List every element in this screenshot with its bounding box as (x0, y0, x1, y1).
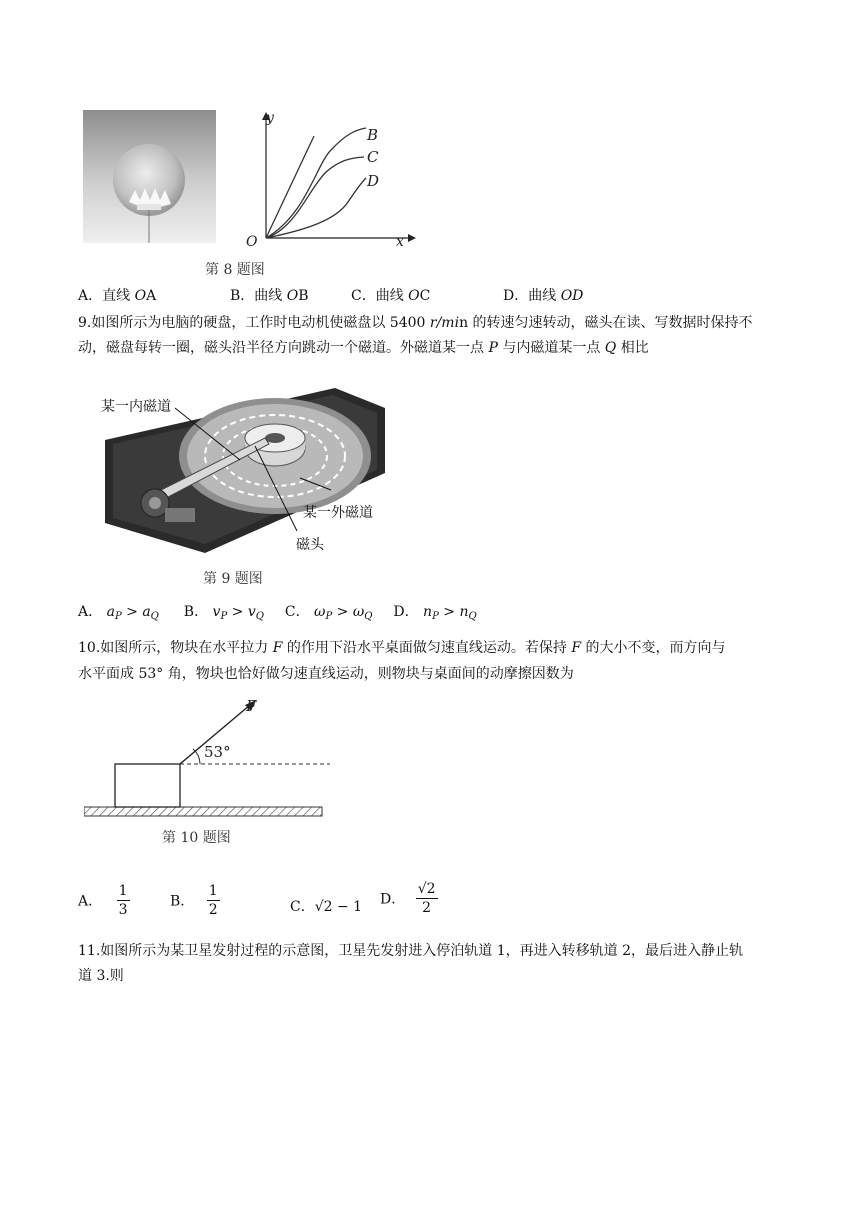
curve-oc (266, 157, 364, 238)
q9-stem-line2: 动，磁盘每转一圈，磁头沿半径方向跳动一个磁道。外磁道某一点 P 与内磁道某一点 Q 相比 (78, 340, 649, 356)
block (115, 764, 180, 807)
q9-option-c[interactable]: C． $\omega_P > \omega_Q$ (284, 604, 373, 622)
q8-option-b[interactable]: B．曲线 OB (230, 288, 309, 304)
q9-figure-caption: 第 9 题图 (203, 571, 263, 587)
q9-option-a[interactable]: A． $a_P > a_Q$ (78, 604, 159, 622)
q8-option-c[interactable]: C．曲线 OC (351, 288, 431, 304)
q9-option-d[interactable]: D． $n_P > n_Q$ (393, 604, 477, 622)
table-surface (84, 807, 322, 816)
origin-label: O (246, 234, 258, 250)
q11-stem-line2: 道 3.则 (78, 968, 124, 984)
curve-c-label: C (367, 148, 379, 166)
q10-block-figure (84, 695, 334, 825)
q9-label-head: 磁头 (296, 537, 324, 553)
x-axis-label: x (396, 234, 404, 250)
q9-label-outer-track: 某一外磁道 (303, 505, 373, 521)
force-label: F (246, 697, 257, 715)
q8-option-a[interactable]: A．直线 OA (78, 288, 157, 304)
q10-stem-line2: 水平面成 53° 角，物块也恰好做匀速直线运动，则物块与桌面间的动摩擦因数为 (78, 666, 574, 682)
q9-options (78, 602, 477, 627)
q10-option-d[interactable]: D． $\frac{√2}{2}$ (380, 881, 436, 916)
angle-label: 53° (204, 743, 231, 761)
q10-option-b[interactable]: B． $\frac{1}{2}$ (170, 883, 218, 918)
q10-figure-caption: 第 10 题图 (162, 830, 231, 846)
q10-option-a[interactable]: A． $\frac{1}{3}$ (78, 883, 128, 918)
q9-label-inner-track: 某一内磁道 (101, 399, 171, 415)
q10-option-c[interactable]: C．√2 − 1 (290, 899, 363, 915)
curve-d-label: D (367, 172, 380, 190)
curve-ob (266, 128, 366, 238)
q10-stem-line1: 10.如图所示，物块在水平拉力 F 的作用下沿水平桌面做匀速直线运动。若保持 F 的大小不变，而方向与 (78, 640, 726, 656)
q9-option-b[interactable]: B． $v_P > v_Q$ (183, 604, 264, 622)
y-axis-label: y (266, 110, 274, 126)
q8-xy-graph (236, 110, 416, 250)
q8-option-d[interactable]: D．曲线 OD (503, 288, 584, 304)
q9-stem-line1: 9.如图所示为电脑的硬盘，工作时电动机使磁盘以 5400 r/min 的转速匀速转动，磁头在读、写数据时保持不 (78, 315, 753, 331)
curve-b-label: B (367, 126, 379, 144)
q8-balloon-photo (83, 110, 216, 243)
line-oa (266, 136, 314, 238)
q8-figure-caption: 第 8 题图 (205, 262, 265, 278)
q11-stem-line1: 11.如图所示为某卫星发射过程的示意图，卫星先发射进入停泊轨道 1，再进入转移轨道 2，最后进入静止轨 (78, 943, 743, 959)
